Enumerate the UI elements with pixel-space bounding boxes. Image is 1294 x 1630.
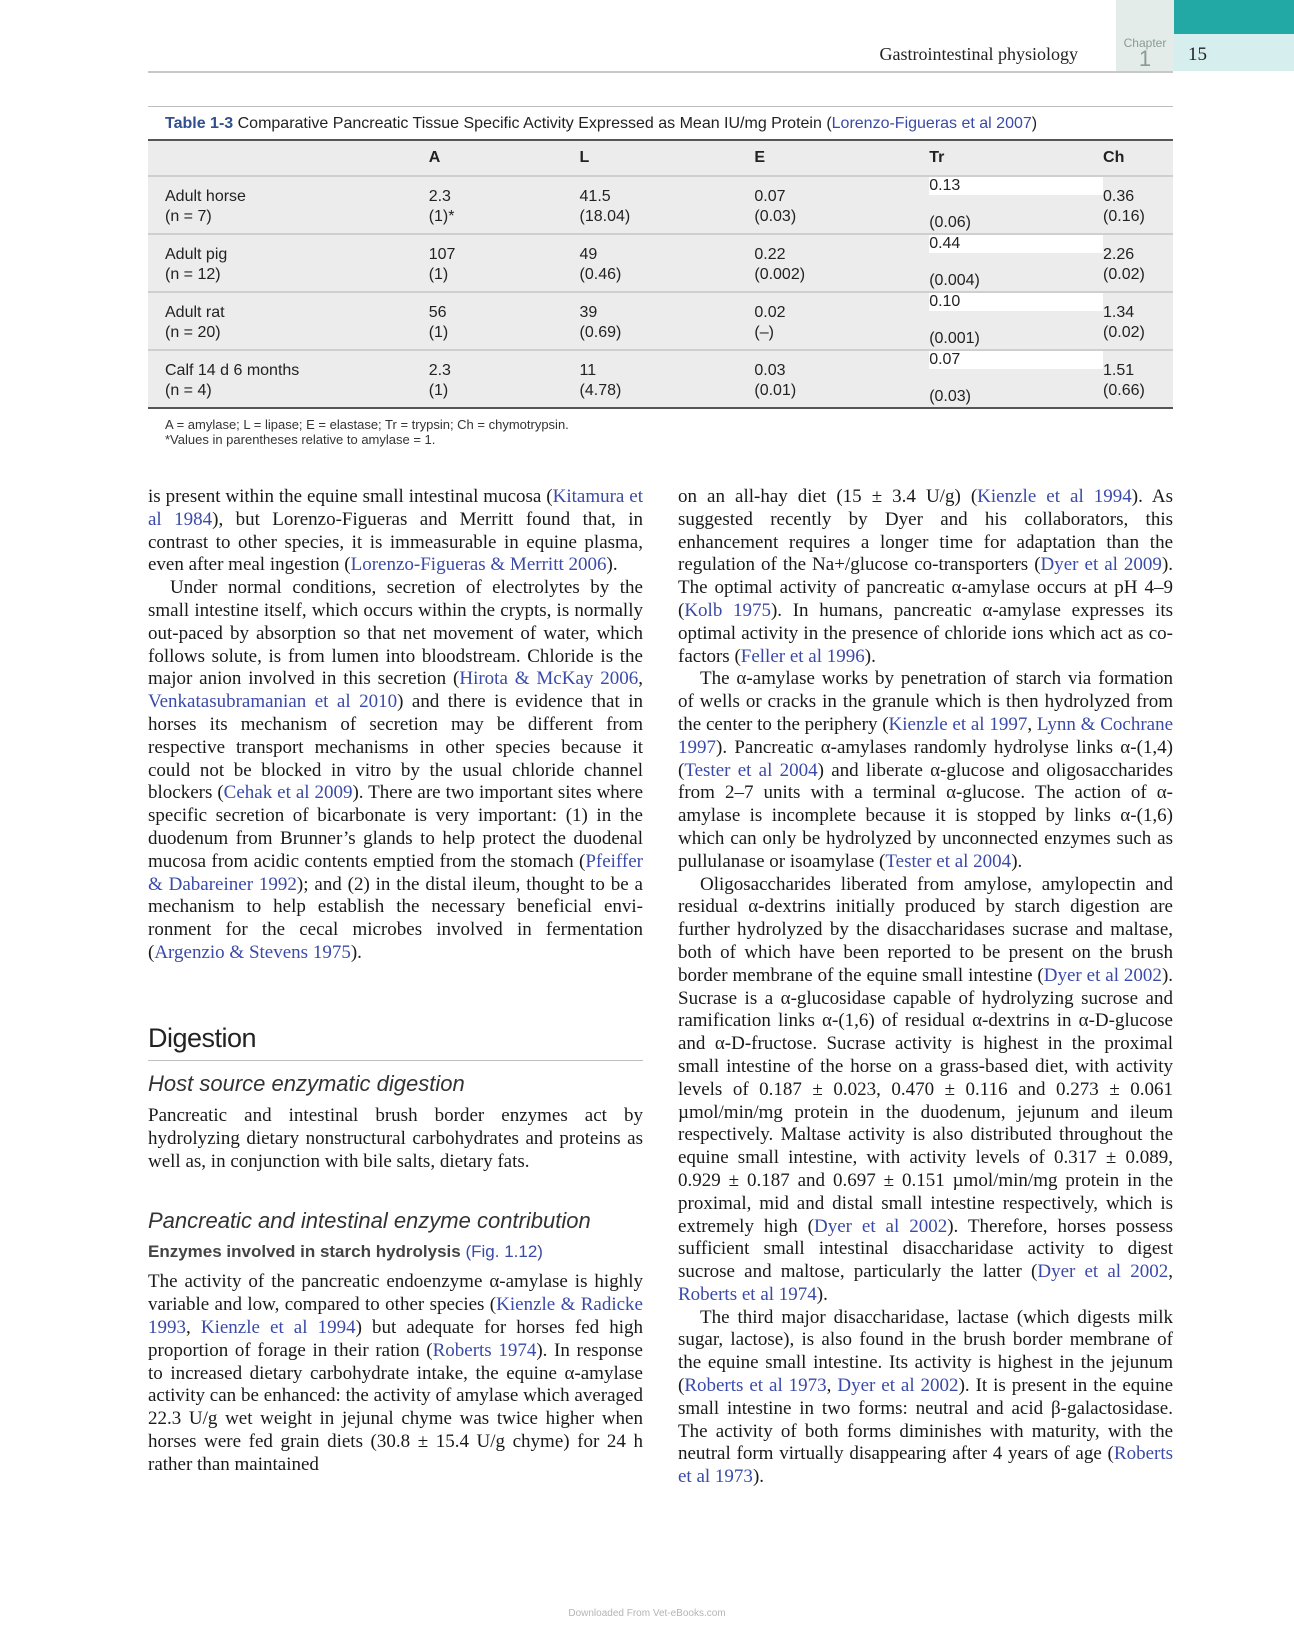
citation-link[interactable]: Roberts et al 1974 [678, 1283, 817, 1305]
text: ). [816, 1283, 828, 1305]
text: The activity of the pancreatic endoenzyme α-amylase is highly variable and low, compared to other species ( [148, 1271, 643, 1316]
trypsin-relative: (0.06) [929, 214, 971, 231]
trypsin-relative: (0.001) [929, 330, 980, 347]
row-label-cell [148, 350, 429, 408]
sample-size: (n = 12) [165, 266, 221, 283]
citation-link[interactable]: Dyer et al 2009 [1040, 554, 1162, 576]
chymotrypsin-value: 0.36 [1103, 188, 1135, 205]
amylase-relative: (1)* [428, 208, 455, 225]
text: ). [606, 554, 618, 576]
lipase-cell [580, 292, 755, 350]
table-row [148, 176, 1173, 234]
trypsin-cell [929, 292, 1103, 350]
download-watermark: Downloaded From Vet-eBooks.com [568, 1608, 726, 1619]
right-column [678, 486, 1173, 1489]
chapter-label: Chapter [1123, 36, 1167, 50]
text: ). [1011, 850, 1023, 872]
trypsin-value: 0.13 [929, 177, 1103, 195]
chymotrypsin-value: 1.51 [1103, 362, 1135, 379]
chymotrypsin-relative: (0.16) [1103, 208, 1145, 225]
running-head: Gastrointestinal physiology [879, 44, 1078, 64]
chymotrypsin-value: 2.26 [1103, 246, 1135, 263]
text: ). [752, 1466, 765, 1488]
relative-value-note: *Values in parentheses relative to amylase = 1. [165, 432, 436, 447]
text: , [186, 1316, 201, 1338]
text: ). Therefore, horses possess sufficient small intestinal disaccharidase activity to digest sucrose and maltose, particularly the latter ( [678, 1215, 1173, 1283]
citation-link[interactable]: Pfeiffer & Dabareiner 1992 [148, 850, 643, 895]
lipase-value: 39 [579, 304, 598, 321]
table-title: Comparative Pancreatic Tissue Specific Activity Expressed as Mean IU/mg Protein ( [237, 115, 832, 132]
paragraph [678, 874, 1173, 1307]
chymotrypsin-cell [1103, 234, 1173, 292]
table-header-row [148, 140, 1173, 176]
lipase-relative: (0.69) [579, 324, 622, 341]
citation-link[interactable]: Dyer et al 2002 [1043, 964, 1162, 986]
paragraph [678, 486, 1173, 668]
trypsin-value: 0.44 [929, 235, 1103, 253]
text: is present within the equine small intestinal mucosa ( [148, 486, 553, 507]
trypsin-cell [929, 176, 1103, 234]
figure-link[interactable]: (Fig. 1.12) [465, 1241, 543, 1261]
lipase-relative: (0.46) [579, 266, 622, 283]
elastase-relative: (0.03) [754, 208, 797, 225]
text: ). Sucrase is a α-glucosidase capable of hydrolyzing sucrose and ramification links α-(1,6) of residual α-dextrins in α-D-glucose and α-D-fructose. Sucrase activity is highest in the proximal small intestine of the horse on a grass-based diet, with activity levels of 0.187 ± 0.023, 0.470 ± 0.116 and 0.273 ± 0.061 µmol/min/mg protein in the duodenum, jejunum and ileum respectively. Maltase activity is also distributed throughout the equine small intestine, with activity levels of 0.317 ± 0.089, 0.929 ± 0.187 and 0.697 ± 0.151 µmol/min/mg protein in the proximal, mid and distal small intestine respectively, which is extremely high ( [678, 964, 1174, 1237]
lipase-value: 49 [579, 246, 598, 263]
trypsin-value: 0.10 [929, 293, 1103, 311]
citation-link[interactable]: Kitamura et al 1984 [148, 486, 644, 530]
citation-link[interactable]: Roberts et al 1973 [678, 1443, 1173, 1488]
column-header-tr: Tr [929, 140, 1103, 176]
citation-link[interactable]: Hirota & McKay 2006 [459, 668, 639, 690]
table-row [148, 292, 1173, 350]
table-row [148, 234, 1173, 292]
elastase-value: 0.02 [754, 304, 786, 321]
column-header-a: A [429, 140, 580, 176]
text: ). It is present in the equine small intestine in two forms: neutral and acid β-galactosidase. The activity of both forms diminishes with maturity, with the neutral form virtually disappearing after 4 years of age ( [678, 1375, 1174, 1465]
lipase-value: 11 [579, 362, 597, 379]
paragraph [678, 1307, 1173, 1489]
page-header [148, 0, 1173, 73]
lipase-cell [580, 234, 755, 292]
amylase-value: 2.3 [428, 362, 451, 379]
species-name: Adult pig [165, 246, 228, 263]
chapter-color-block [1174, 0, 1294, 34]
column-header-ch: Ch [1103, 140, 1173, 176]
lipase-relative: (4.78) [579, 382, 622, 399]
table-label: Table 1-3 [165, 115, 234, 132]
paragraph: Pancreatic and intestinal brush border enzymes act by hydrolyzing dietary nonstructural carbohydrates and proteins as well as, in conjunction with bile salts, dietary fats. [148, 1105, 643, 1172]
elastase-cell [754, 350, 929, 408]
table-row [148, 350, 1173, 408]
amylase-value: 107 [428, 246, 456, 263]
column-header [148, 140, 429, 176]
text: ) but adequate for horses fed high proportion of forage in their ration ( [148, 1316, 643, 1361]
text: on an all-hay diet (15 ± 3.4 U/g) ( [678, 486, 978, 507]
citation-link[interactable]: Lynn & Cochrane 1997 [678, 713, 1174, 758]
amylase-value: 56 [428, 304, 447, 321]
row-label-cell [148, 292, 429, 350]
amylase-cell [429, 350, 580, 408]
citation-link[interactable]: Feller et al 1996 [740, 645, 865, 667]
citation-link[interactable]: Lorenzo-Figueras & Merritt 2006 [350, 554, 607, 576]
elastase-value: 0.03 [754, 362, 786, 379]
text: ). There are two important sites where specific secretion of bicarbonate is very important: (1) in the duodenum from Brunner’s glands to help protect the duodenal mucosa from acidic contents emptied from the stomach ( [148, 782, 643, 872]
chymotrypsin-cell [1103, 350, 1173, 408]
subsubsection-heading-starch [148, 1241, 643, 1264]
citation-link[interactable]: Tester et al 2004 [684, 759, 818, 781]
text: ). In humans, pancreatic α-amylase expresses its optimal activity in the presence of chloride ions which act as co-factors ( [678, 599, 1173, 667]
table-title-end: ) [1031, 115, 1038, 132]
citation-link[interactable]: Kienzle et al 1997 [888, 713, 1028, 735]
text: ). In response to increased dietary carbohydrate intake, the equine α-amylase activity can be enhanced: the activity of amylase which averaged 22.3 U/g wet weight in jejunal chyme was twice higher when horses were fed grain diets (30.8 ± 15.4 U/g chyme) for 24 h rather than maintained [148, 1339, 643, 1475]
citation-link[interactable]: Kolb 1975 [684, 599, 771, 621]
page-number: 15 [1188, 44, 1207, 65]
citation-link[interactable]: Dyer et al 2002 [837, 1375, 959, 1397]
species-name: Adult horse [165, 188, 246, 205]
sample-size: (n = 7) [165, 208, 212, 225]
citation-link[interactable]: Venkatasubramanian et al 2010 [148, 691, 398, 713]
column-header-e: E [754, 140, 929, 176]
sample-size: (n = 20) [165, 324, 221, 341]
text: , [826, 1375, 838, 1397]
enzyme-activity-table [148, 139, 1173, 409]
chymotrypsin-value: 1.34 [1103, 304, 1135, 321]
text: The α-amylase works by penetration of starch via formation of wells or cracks in the granule which is then hydrolyzed from the center to the periphery ( [678, 668, 1173, 735]
paragraph [148, 486, 643, 577]
chymotrypsin-cell [1103, 176, 1173, 234]
elastase-relative: (0.002) [754, 266, 806, 283]
chymotrypsin-cell [1103, 292, 1173, 350]
elastase-value: 0.07 [754, 188, 786, 205]
citation-link[interactable]: Tester et al 2004 [885, 850, 1012, 872]
elastase-cell [754, 292, 929, 350]
amylase-value: 2.3 [428, 188, 451, 205]
sample-size: (n = 4) [165, 382, 212, 399]
text: ). [864, 645, 876, 667]
left-column [148, 486, 643, 1476]
elastase-relative: (–) [754, 324, 774, 341]
citation-link[interactable]: Roberts et al 1973 [684, 1375, 827, 1397]
lipase-cell [580, 176, 755, 234]
amylase-relative: (1) [428, 382, 449, 399]
subsection-heading-pancreatic: Pancreatic and intestinal enzyme contribution [148, 1207, 591, 1233]
table-1-3 [148, 106, 1173, 447]
paragraph [148, 577, 643, 965]
text: , [1027, 713, 1037, 735]
text: ) and liberate α-glucose and oligosaccharides from 2–7 units with a terminal α-glucose. The action of α-amylase is incomplete because it is stopped by links α-(1,6) which can only be hydrolyzed by unconnected enzymes such as pullulanase or isoamylase ( [678, 759, 1173, 872]
paragraph [148, 1271, 643, 1476]
text: The third major disaccharidase, lactase (which digests milk sugar, lactose), is also found in the brush border membrane of the equine small intestine. Its activity is highest in the jejunum ( [678, 1306, 1173, 1397]
trypsin-relative: (0.03) [929, 388, 971, 405]
chymotrypsin-relative: (0.02) [1103, 266, 1145, 283]
citation-link[interactable]: Dyer et al 2002 [813, 1215, 948, 1237]
text: ). As suggested recently by Dyer and his collaborators, this enhancement requires a longer time for adaptation than the regulation of the Na+/glucose co-transporters ( [678, 486, 1173, 576]
citation-link[interactable]: Dyer et al 2002 [1037, 1261, 1169, 1283]
amylase-cell [429, 234, 580, 292]
elastase-relative: (0.01) [754, 382, 797, 399]
citation-link[interactable]: Kienzle et al 1994 [200, 1316, 356, 1338]
citation-link[interactable]: Kienzle & Radicke 1993 [148, 1294, 643, 1338]
trypsin-cell [929, 234, 1103, 292]
text: , [1168, 1261, 1173, 1283]
amylase-cell [429, 176, 580, 234]
table-caption [148, 107, 1173, 139]
page-number-box [1174, 34, 1294, 71]
elastase-cell [754, 176, 929, 234]
chapter-tab [1116, 0, 1174, 71]
citation-link[interactable]: Cehak et al 2009 [223, 782, 353, 804]
trypsin-relative: (0.004) [929, 272, 980, 289]
lipase-relative: (18.04) [579, 208, 631, 225]
text: ); and (2) in the distal ileum, thought to be a mechanism to help establish the necessary beneficial environment for the cecal microbes involved in fermentation ( [148, 873, 643, 963]
lipase-cell [580, 350, 755, 408]
text: ). The optimal activity of pancreatic α-amylase occurs at pH 4–9 ( [678, 554, 1174, 621]
chymotrypsin-relative: (0.02) [1103, 324, 1145, 341]
text: ) and there is evidence that in horses its mechanism of secretion may be different from respective transport mechanisms in other species because it could not be blocked in vitro by the usual chloride channel blockers ( [148, 691, 644, 804]
trypsin-cell [929, 350, 1103, 408]
table-footnotes [148, 409, 1173, 447]
species-name: Calf 14 d 6 months [165, 362, 300, 379]
citation-link[interactable]: Kienzle et al 1994 [977, 486, 1132, 507]
paragraph [678, 668, 1173, 873]
text: ). [350, 941, 362, 963]
elastase-cell [754, 234, 929, 292]
subsection-heading-host-source: Host source enzymatic digestion [148, 1070, 465, 1096]
species-name: Adult rat [165, 304, 225, 321]
heading-text: Enzymes involved in starch hydrolysis [148, 1241, 461, 1261]
amylase-cell [429, 292, 580, 350]
citation-link[interactable]: Roberts 1974 [432, 1339, 537, 1361]
amylase-relative: (1) [428, 324, 449, 341]
row-label-cell [148, 176, 429, 234]
trypsin-value: 0.07 [929, 351, 1103, 369]
row-label-cell [148, 234, 429, 292]
abbreviation-note: A = amylase; L = lipase; E = elastase; Tr = trypsin; Ch = chymotrypsin. [165, 417, 569, 432]
lipase-value: 41.5 [579, 188, 611, 205]
chapter-number: 1 [1138, 46, 1152, 71]
text: Under normal conditions, secretion of electrolytes by the small intestine itself, which occurs within the crypts, is normally out-paced by absorption so that net movement of water, which follows solute, is from lumen into bloodstream. Chloride is the major anion involved in this secretion ( [148, 577, 643, 690]
text: ), but Lorenzo-Figueras and Merritt found that, in contrast to other species, it is immeasurable in equine plasma, even after meal ingestion ( [148, 508, 643, 576]
text: , [638, 668, 643, 690]
amylase-relative: (1) [428, 266, 449, 283]
chymotrypsin-relative: (0.66) [1103, 382, 1145, 399]
text: ). Pancreatic α-amylases randomly hydrolyse links α-(1,4) ( [678, 736, 1173, 781]
column-header-l: L [580, 140, 755, 176]
elastase-value: 0.22 [754, 246, 786, 263]
citation-link[interactable]: Lorenzo-Figueras et al 2007 [831, 115, 1032, 132]
citation-link[interactable]: Argenzio & Stevens 1975 [154, 941, 351, 963]
section-heading-digestion: Digestion [148, 1027, 643, 1061]
text: Oligosaccharides liberated from amylose, amylopectin and residual α-dextrins initially produced by starch digestion are further hydrolyzed by the disaccharidases sucrase and maltase, both of which have been reported to be present on the brush border membrane of the equine small intestine ( [678, 873, 1173, 986]
